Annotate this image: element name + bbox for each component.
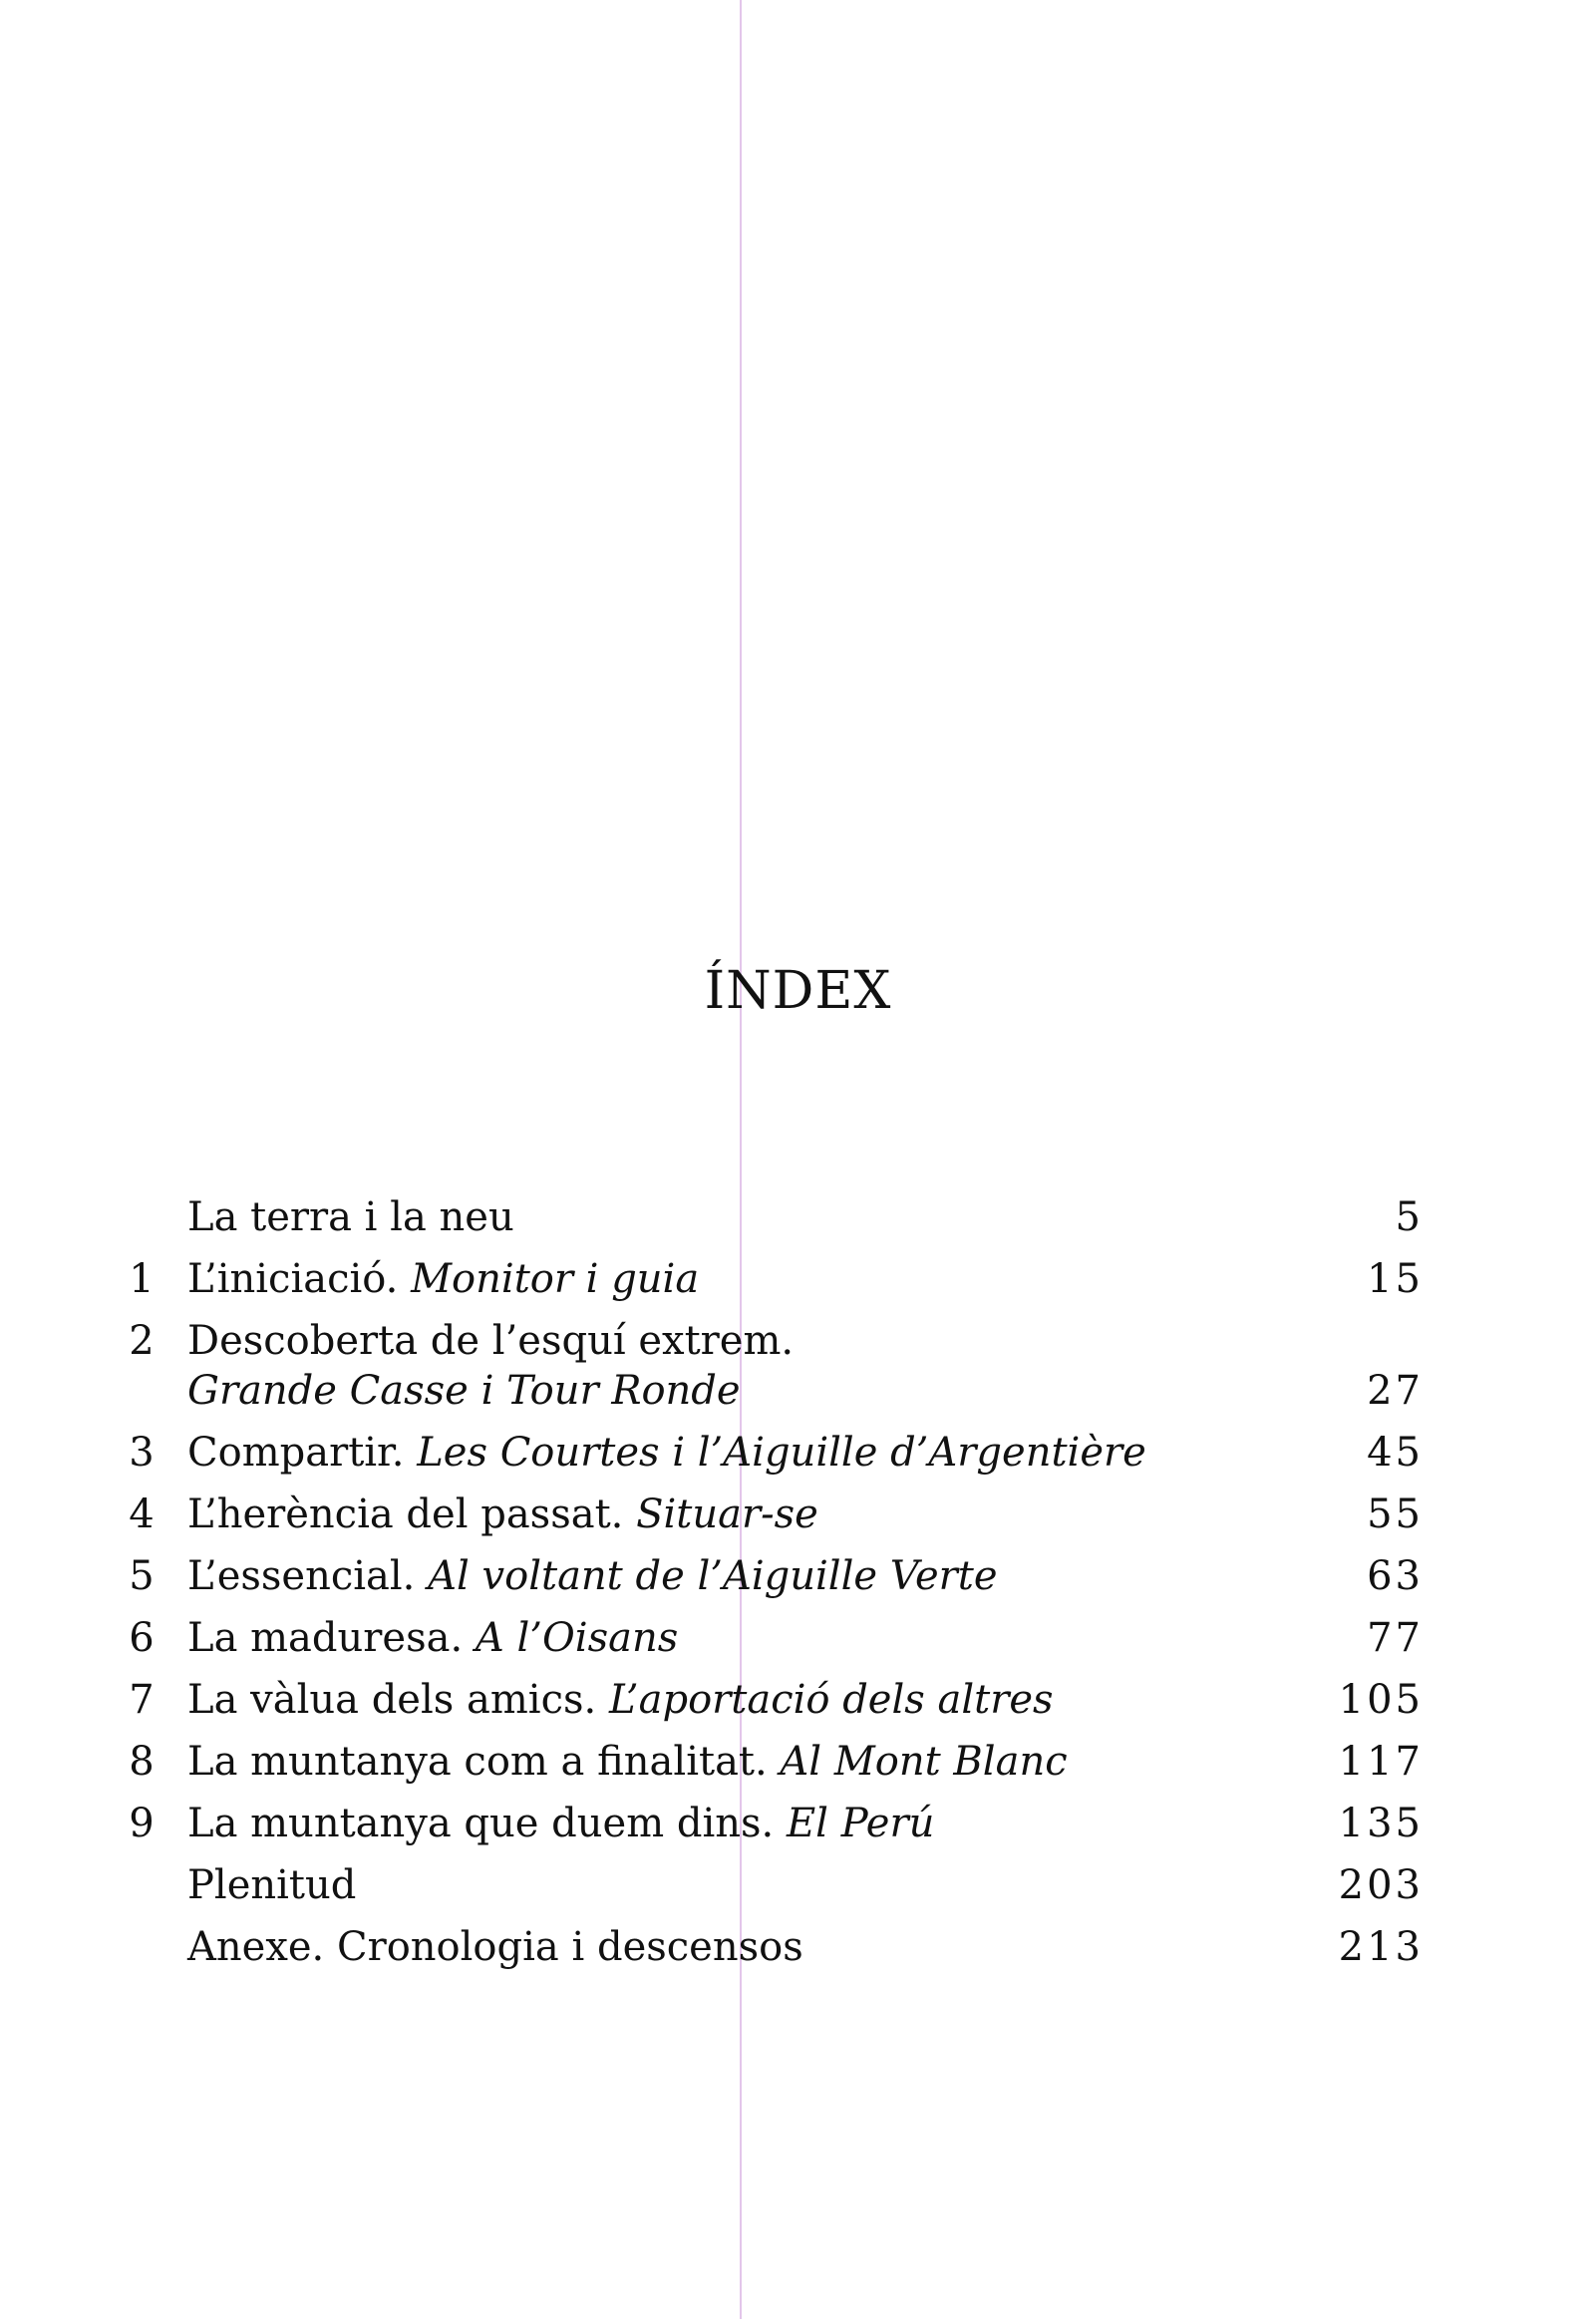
toc-entry [126, 1731, 1424, 1793]
toc-entry-title: La muntanya que duem dins. [187, 1801, 775, 1846]
toc-entry [126, 1669, 1424, 1731]
toc-entry [126, 1484, 1424, 1545]
toc-entry-subtitle: Situar-se [636, 1491, 818, 1537]
toc-entry-title: La muntanya com a finalitat. [187, 1739, 768, 1785]
toc-entry-title: La terra i la neu [187, 1194, 514, 1240]
toc-entry [126, 1793, 1424, 1854]
toc-entry-text [187, 1669, 1054, 1731]
toc-entry-text [187, 1484, 818, 1545]
toc-entry-number: 4 [129, 1491, 155, 1537]
toc-entry-title: Anexe. Cronologia i descensos [187, 1924, 803, 1970]
toc-entry-title: La maduresa. [187, 1615, 464, 1661]
toc-entry-title: L’herència del passat. [187, 1491, 624, 1537]
toc-entry-subtitle: L’aportació dels altres [608, 1677, 1054, 1723]
toc-entry [126, 1916, 1424, 1978]
toc-entry-text [187, 1545, 998, 1607]
toc-entry-title: L’iniciació. [187, 1256, 399, 1302]
toc-entry-text [187, 1248, 699, 1310]
toc-entry-text [187, 1731, 1068, 1793]
toc-entry-text [187, 1360, 741, 1422]
toc-entry-number: 7 [129, 1677, 155, 1723]
toc-entry-subtitle: Monitor i guia [411, 1256, 700, 1302]
toc-entry-page: 15 [1367, 1256, 1424, 1302]
toc-entry [126, 1545, 1424, 1607]
toc-entry [126, 1248, 1424, 1310]
toc-entry-title: Compartir. [187, 1430, 405, 1476]
toc-entry-number: 6 [129, 1615, 155, 1661]
toc-entry-number: 8 [129, 1739, 155, 1785]
toc-entry-page: 55 [1367, 1491, 1424, 1537]
page-title: ÍNDEX [704, 961, 892, 1021]
toc-entry-page: 203 [1338, 1862, 1424, 1908]
toc-entry [126, 1854, 1424, 1916]
toc-entry-title: L’essencial. [187, 1553, 416, 1599]
toc-entry [126, 1607, 1424, 1669]
toc-entry-page: 5 [1395, 1194, 1424, 1240]
toc-entry-subtitle: A l’Oisans [475, 1615, 679, 1661]
toc-entry-page: 105 [1338, 1677, 1424, 1723]
toc-entry-subtitle: Al Mont Blanc [780, 1739, 1068, 1785]
toc-entry-subtitle: Les Courtes i l’Aiguille d’Argentière [417, 1430, 1146, 1476]
toc-entry-page: 213 [1338, 1924, 1424, 1970]
toc-entry-page: 45 [1367, 1430, 1424, 1476]
table-of-contents [126, 1186, 1424, 1978]
toc-entry-number: 2 [129, 1318, 155, 1364]
toc-entry-number: 3 [129, 1430, 155, 1476]
toc-entry-number: 5 [129, 1553, 155, 1599]
toc-entry-title: Plenitud [187, 1862, 357, 1908]
toc-entry-text [187, 1607, 678, 1669]
toc-entry-page: 117 [1338, 1739, 1424, 1785]
toc-entry-page: 77 [1367, 1615, 1424, 1661]
toc-entry-text [187, 1793, 934, 1854]
toc-entry [126, 1422, 1424, 1484]
toc-entry-page: 27 [1367, 1368, 1424, 1414]
toc-entry-page: 63 [1367, 1553, 1424, 1599]
toc-entry-number: 1 [129, 1256, 155, 1302]
toc-entry-subtitle: Grande Casse i Tour Ronde [187, 1368, 741, 1414]
toc-entry-title: Descoberta de l’esquí extrem. [187, 1318, 795, 1364]
toc-entry-text [187, 1422, 1146, 1484]
toc-entry-title: La vàlua dels amics. [187, 1677, 597, 1723]
toc-entry-subtitle: El Perú [786, 1801, 935, 1846]
toc-entry-page: 135 [1338, 1801, 1424, 1846]
toc-entry [126, 1310, 1424, 1364]
toc-entry-subtitle: Al voltant de l’Aiguille Verte [428, 1553, 998, 1599]
toc-entry [126, 1186, 1424, 1248]
toc-entry-number: 9 [129, 1801, 155, 1846]
toc-entry-continuation [126, 1360, 1424, 1422]
